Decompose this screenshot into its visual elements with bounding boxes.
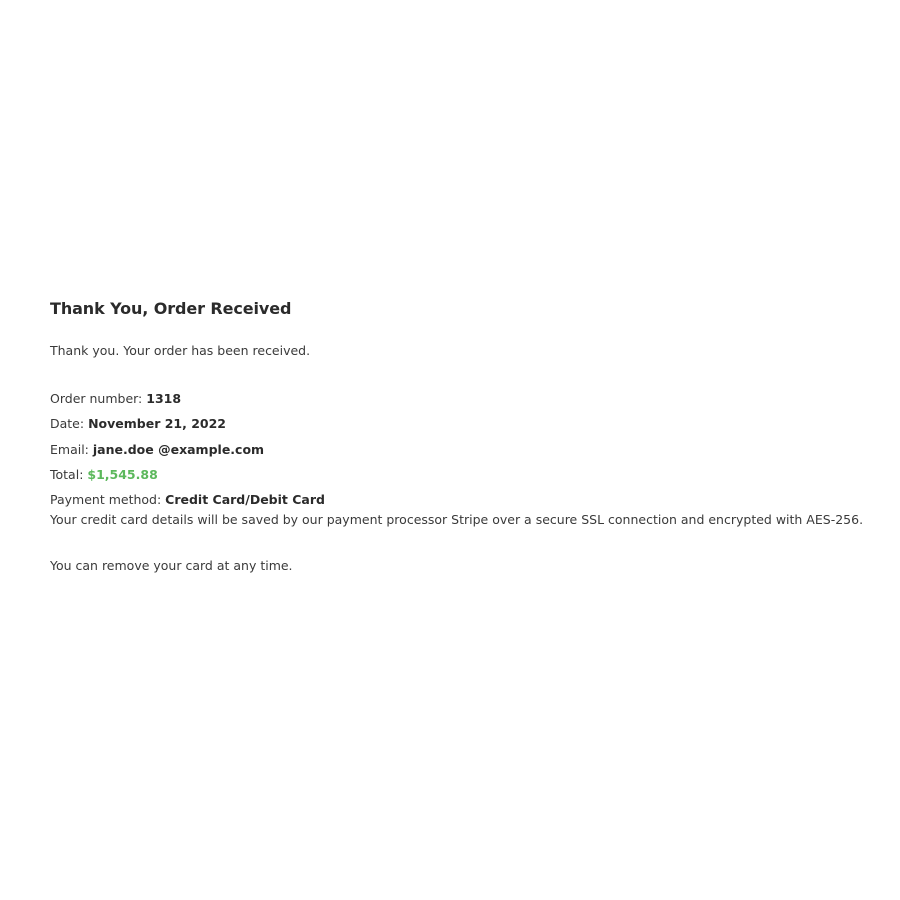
order-email-row [50, 437, 895, 462]
payment-method-value: Credit Card/Debit Card [165, 492, 325, 508]
order-total-label: Total: [50, 466, 88, 482]
order-email-label: Email: [50, 441, 93, 457]
order-date-value: November 21, 2022 [88, 416, 226, 432]
order-number-label: Order number: [50, 391, 147, 406]
order-received-message: Thank you. Your order has been received. [50, 343, 311, 358]
order-email-value: jane.doe @example.com [92, 441, 265, 457]
payment-method-row [50, 487, 895, 512]
order-details-list [50, 386, 895, 512]
page-title: Thank You, Order Received [50, 299, 292, 318]
order-number-value: 1318 [146, 391, 182, 406]
order-total-value: $1,545.88 [87, 466, 158, 482]
order-date-label: Date: [50, 416, 89, 432]
remove-card-note: You can remove your card at any time. [50, 558, 293, 574]
stripe-security-note: Your credit card details will be saved by our payment processor Stripe over a secure SSL connection and encrypted with AES-256. [50, 512, 864, 528]
order-number-row [50, 386, 895, 411]
payment-method-label: Payment method: [50, 492, 166, 508]
order-confirmation [50, 298, 895, 574]
order-total-row [50, 462, 895, 487]
order-date-row [50, 411, 895, 436]
